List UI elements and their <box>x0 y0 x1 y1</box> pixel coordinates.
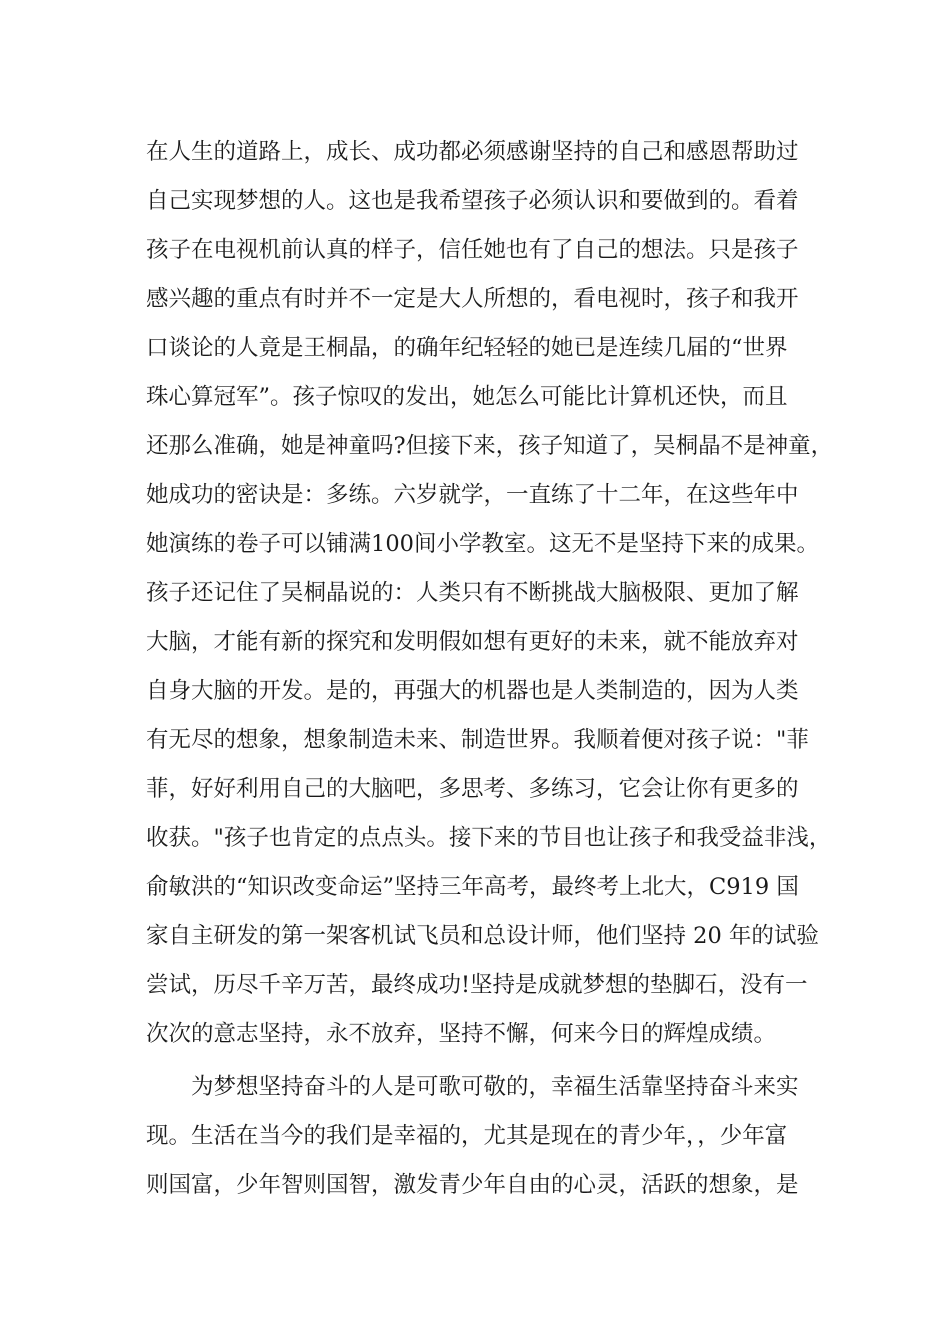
document-body <box>146 128 834 1210</box>
text-line: 孩子还记住了吴桐晶说的：人类只有不断挑战大脑极限、更加了解 <box>146 580 799 606</box>
text-line: 收获。"孩子也肯定的点点头。接下来的节目也让孩子和我受益非浅， <box>146 825 832 851</box>
text-line: 自身大脑的开发。是的，再强大的机器也是人类制造的，因为人类 <box>146 678 799 704</box>
text-line: 珠心算冠军”。孩子惊叹的发出，她怎么可能比计算机还快，而且 <box>146 384 788 410</box>
text-line: 现。生活在当今的我们是幸福的，尤其是现在的青少年，，少年富 <box>146 1123 788 1149</box>
text-line: 有无尽的想象，想象制造未来、制造世界。我顺着便对孩子说："菲 <box>146 727 809 753</box>
text-line: 家自主研发的第一架客机试飞员和总设计师，他们坚持 20 年的试验 <box>146 923 819 949</box>
text-line: 感兴趣的重点有时并不一定是大人所想的，看电视时，孩子和我开 <box>146 286 799 312</box>
text-line: 大脑，才能有新的探究和发明假如想有更好的未来，就不能放弃对 <box>146 629 799 655</box>
text-line: 尝试，历尽千辛万苦，最终成功!坚持是成就梦想的垫脚石，没有一 <box>146 972 808 998</box>
text-line: 在人生的道路上，成长、成功都必须感谢坚持的自己和感恩帮助过 <box>146 139 799 165</box>
text-line: 次次的意志坚持，永不放弃，坚持不懈，何来今日的辉煌成绩。 <box>146 1021 777 1047</box>
text-line: 为梦想坚持奋斗的人是可歌可敬的，幸福生活靠坚持奋斗来实 <box>146 1074 799 1100</box>
text-line: 俞敏洪的“知识改变命运”坚持三年高考，最终考上北大，C919 国 <box>146 874 799 900</box>
paragraph <box>146 1063 826 1210</box>
text-line: 她演练的卷子可以铺满100间小学教室。这无不是坚持下来的成果。 <box>146 531 819 557</box>
text-line: 口谈论的人竟是王桐晶，的确年纪轻轻的她已是连续几届的“世界 <box>146 335 788 361</box>
text-line: 孩子在电视机前认真的样子，信任她也有了自己的想法。只是孩子 <box>146 237 799 263</box>
text-line: 菲，好好利用自己的大脑吧，多思考、多练习，它会让你有更多的 <box>146 776 799 802</box>
text-line: 还那么准确，她是神童吗?但接下来，孩子知道了，吴桐晶不是神童， <box>146 433 834 459</box>
text-line: 自己实现梦想的人。这也是我希望孩子必须认识和要做到的。看着 <box>146 188 799 214</box>
paragraph <box>146 128 834 1059</box>
text-line: 她成功的密诀是：多练。六岁就学，一直练了十二年，在这些年中 <box>146 482 799 508</box>
text-line: 则国富，少年智则国智，激发青少年自由的心灵，活跃的想象，是 <box>146 1172 799 1198</box>
